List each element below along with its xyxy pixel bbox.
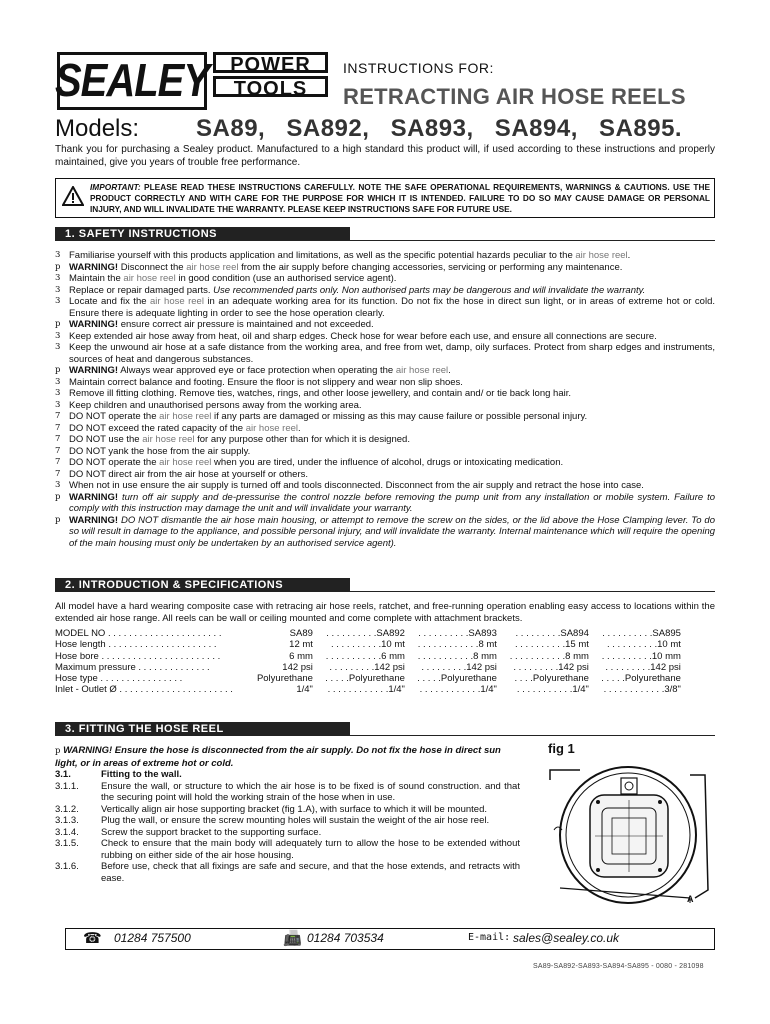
power-tools-logo-top: POWER — [213, 52, 328, 73]
step-text: Fitting to the wall. — [101, 769, 182, 780]
step-number: 3.1.5. — [55, 838, 79, 849]
safety-item — [55, 388, 715, 400]
fitting-step — [55, 769, 520, 781]
document-reference: SA89-SA892-SA893-SA894-SA895 - 0080 - 281098 — [533, 963, 704, 970]
safety-item-marker: 3 — [55, 284, 61, 295]
safety-item — [55, 423, 715, 435]
spec-value: . . . . . . . . .142 psi — [605, 661, 681, 673]
safety-item-text — [69, 331, 715, 343]
safety-item-marker: 3 — [55, 250, 61, 260]
safety-item-text — [69, 469, 715, 481]
step-text: Screw the support bracket to the supporting surface. — [101, 826, 322, 838]
safety-item — [55, 319, 715, 331]
specifications-table — [55, 628, 681, 696]
safety-item-text — [69, 457, 715, 469]
highlight-term: air hose reel — [142, 434, 195, 445]
warning-label: WARNING! — [69, 514, 119, 526]
safety-item-text — [69, 434, 715, 446]
safety-item-text — [69, 480, 715, 492]
safety-item — [55, 469, 715, 481]
spec-value: SA89 — [289, 628, 313, 639]
spec-label: MODEL NO . . . . . . . . . . . . . . . . . . . . . . — [55, 628, 222, 639]
spec-value: . . . . . . . . .142 psi — [329, 661, 405, 673]
item-text: from the air supply before changing accessories, servicing or performing any maintenance. — [238, 261, 623, 273]
safety-item — [55, 296, 715, 319]
spec-row — [55, 639, 681, 650]
spec-value: . . . . . . . . . .SA895 — [602, 628, 681, 639]
spec-value: . . . . . . . . .142 psi — [421, 661, 497, 673]
item-text: if any parts are damaged or missing as this may cause failure or possible personal injury. — [211, 411, 588, 422]
fitting-step — [55, 827, 520, 839]
italic-note: turn off air supply and de-pressurise the control nozzle before removing the pump unit from any installation or mobile system. Failure to comply with this instruction may damage the unit and will invalidate your warranty. — [69, 491, 715, 514]
safety-item-marker: p — [55, 319, 61, 329]
safety-item-marker: p — [55, 365, 61, 375]
safety-item-marker: 7 — [55, 445, 61, 456]
item-text: Maintain the — [69, 273, 124, 284]
italic-note: DO NOT dismantle the air hose main housing, or attempt to remove the screw on the sides, or the lid above the Hose Clamping lever. To do so will result in damage to the appliance, and possible personal injury, and will invalidate the warranty. Internal maintenance which will require the opening of the main housing must only be undertaken by an authorised service agent). — [69, 514, 716, 549]
highlight-term: air hose reel — [575, 250, 628, 261]
safety-item-marker: 3 — [55, 296, 61, 306]
instructions-for-label: INSTRUCTIONS FOR: — [343, 60, 494, 76]
warning-triangle-icon — [62, 186, 84, 206]
item-text: DO NOT exceed the rated capacity of the — [69, 422, 246, 434]
spec-row — [55, 662, 681, 673]
power-tools-logo — [213, 52, 328, 102]
spec-value: . . . . . . . . . .10 mt — [331, 639, 405, 651]
fitting-warning — [55, 745, 520, 769]
spec-value: 142 psi — [282, 661, 313, 673]
highlight-term: air hose reel — [159, 457, 212, 468]
important-text — [90, 182, 710, 215]
safety-item — [55, 400, 715, 412]
section-2-header: 2. INTRODUCTION & SPECIFICATIONS — [55, 578, 350, 592]
safety-item-marker: 7 — [55, 468, 61, 479]
highlight-term: air hose reel — [245, 422, 299, 434]
spec-value: . . . . .Polyurethane — [417, 673, 497, 685]
item-text: Disconnect the — [118, 261, 187, 273]
important-label: IMPORTANT: — [90, 182, 141, 192]
item-text: Always wear approved eye or face protection when operating the — [118, 365, 396, 376]
sealey-logo: SEALEY — [57, 52, 207, 110]
section-1-header: 1. SAFETY INSTRUCTIONS — [55, 227, 350, 241]
spec-value: . . . . . . . . . .15 mt — [515, 639, 589, 651]
safety-item-text — [69, 285, 715, 297]
spec-value: . . . . . . . . . . . .3/8" — [603, 684, 681, 696]
spec-value: . . . . . . . . . . . .1/4" — [419, 684, 497, 696]
item-text: . — [627, 250, 631, 261]
highlight-term: air hose reel — [395, 365, 449, 376]
safety-item-text — [69, 296, 715, 319]
fitting-instructions — [55, 745, 520, 884]
spec-value: . . . . . . . . . . .6 mm — [325, 650, 405, 662]
safety-item-marker: 3 — [55, 273, 61, 283]
safety-item-text — [69, 377, 715, 389]
step-number: 3.1.2. — [55, 803, 79, 815]
step-number: 3.1.3. — [55, 815, 79, 826]
item-text: Remove ill fitting clothing. Remove ties, watches, rings, and other loose jewellery, and contain and/ or tie back long hair. — [69, 388, 572, 399]
spec-row — [55, 684, 681, 695]
safety-item-text — [69, 273, 715, 285]
safety-item — [55, 515, 715, 550]
safety-item-text — [69, 365, 715, 377]
safety-item-marker: 7 — [55, 411, 61, 421]
safety-instructions-list — [55, 250, 715, 549]
safety-item — [55, 377, 715, 389]
warning-label: WARNING! — [69, 261, 119, 273]
section-2-rule — [55, 591, 715, 592]
step-text: Check to ensure that the main body will adequately turn to allow the hose to be extended without rubbing on either side of the air hose housing. — [101, 838, 520, 861]
safety-item — [55, 434, 715, 446]
figure-point-a: A — [687, 894, 694, 904]
item-text: Keep extended air hose away from heat, oil and sharp edges. Check hose for wear before each use, and ensure all connections are secure. — [69, 330, 657, 342]
item-text: DO NOT yank the hose from the air supply. — [69, 445, 251, 457]
section-1-rule — [55, 240, 715, 241]
step-number: 3.1. — [55, 769, 71, 780]
safety-item-text — [69, 492, 715, 515]
fitting-warning-text: WARNING! Ensure the hose is disconnected from the air supply. Do not fix the hose in direct sun light, or in areas of extreme hot or cold. — [55, 745, 501, 769]
fitting-warning-marker: p — [55, 746, 61, 756]
spec-value: 1/4" — [296, 684, 313, 696]
safety-item-text — [69, 342, 715, 365]
step-text: Plug the wall, or ensure the screw mounting holes will sustain the weight of the air hose reel. — [101, 815, 490, 826]
safety-item-marker: 3 — [55, 330, 61, 341]
spec-value: . . . . . . . . . .10 mm — [601, 650, 681, 662]
highlight-term: air hose reel — [123, 273, 176, 284]
spec-value: . . . . . . . . . . . .8 mt — [417, 639, 497, 651]
intro-paragraph: Thank you for purchasing a Sealey product. Manufactured to a high standard this product will, if used according to these instructions and properly maintained, give you years of trouble free performance. — [55, 144, 715, 168]
item-text: Replace or repair damaged parts. — [69, 284, 214, 296]
safety-item-marker: 7 — [55, 457, 61, 467]
safety-item-marker: 3 — [55, 480, 61, 490]
safety-item — [55, 250, 715, 262]
spec-label: Maximum pressure . . . . . . . . . . . . . . — [55, 661, 210, 673]
step-text: Ensure the wall, or structure to which the air hose is to be fixed is of sound construction. and that the securing point will hold the working strain of the hose when in use. — [101, 780, 520, 803]
fitting-step — [55, 861, 520, 884]
safety-item-marker: p — [55, 491, 61, 502]
warning-label: WARNING! — [69, 319, 119, 330]
item-text: for any purpose other than for which it is designed. — [194, 434, 410, 445]
models-list: SA89, SA892, SA893, SA894, SA895. — [196, 115, 683, 142]
spec-value: . . . . . . . . . .10 mt — [607, 639, 681, 651]
item-text: When not in use ensure the air supply is turned off and tools disconnected. Disconnect from the air supply and retract the hose into case. — [69, 480, 644, 491]
safety-item-marker: p — [55, 514, 61, 525]
power-tools-logo-bottom: TOOLS — [213, 76, 328, 97]
document-title: RETRACTING AIR HOSE REELS — [343, 84, 686, 109]
safety-item — [55, 480, 715, 492]
highlight-term: air hose reel — [159, 411, 212, 422]
item-text: . — [448, 365, 451, 376]
spec-value: . . . . . . . . . . .8 mm — [509, 650, 589, 662]
fitting-step — [55, 838, 520, 861]
models-label: Models: — [55, 115, 140, 142]
item-text: ensure correct air pressure is maintained and not exceeded. — [118, 319, 374, 330]
safety-item — [55, 331, 715, 343]
safety-item — [55, 285, 715, 297]
fitting-step — [55, 781, 520, 804]
figure-label: fig 1 — [548, 741, 575, 756]
safety-item-marker: 3 — [55, 388, 61, 398]
section-3-rule — [55, 735, 715, 736]
item-text: . — [298, 422, 301, 434]
spec-value: 12 mt — [289, 639, 313, 651]
highlight-term: air hose reel — [186, 261, 239, 273]
spec-value: . . . . .Polyurethane — [601, 673, 681, 685]
safety-item-text — [69, 319, 715, 331]
safety-item — [55, 492, 715, 515]
step-text: Before use, check that all fixings are safe and secure, and that the hose extends, and retracts with ease. — [101, 861, 520, 884]
email-address[interactable]: sales@sealey.co.uk — [513, 931, 620, 945]
important-body: PLEASE READ THESE INSTRUCTIONS CAREFULLY. NOTE THE SAFE OPERATIONAL REQUIREMENTS, WARNINGS & CAUTIONS. USE THE PRODUCT CORRECTLY AND WITH CARE FOR THE PURPOSE FOR WHICH IT IS INTENDED. FAILURE TO DO SO MAY CAUSE DAMAGE OR PERSONAL INJURY, AND WILL INVALIDATE THE WARRANTY. PLEASE KEEP INSTRUCTIONS SAFE FOR FUTURE USE. — [90, 182, 710, 214]
safety-item — [55, 273, 715, 285]
highlight-term: air hose reel — [150, 296, 204, 307]
item-text: Maintain correct balance and footing. Ensure the floor is not slippery and wear non slip shoes. — [69, 376, 463, 388]
safety-item — [55, 365, 715, 377]
safety-item-text — [69, 250, 715, 262]
spec-label: Inlet - Outlet Ø . . . . . . . . . . . . . . . . . . . . . . — [55, 684, 233, 696]
spec-value: 6 mm — [289, 650, 313, 662]
safety-item-text — [69, 400, 715, 412]
safety-item-marker: 3 — [55, 376, 61, 387]
safety-item-text — [69, 515, 715, 550]
item-text: DO NOT operate the — [69, 411, 160, 422]
section-3-header: 3. FITTING THE HOSE REEL — [55, 722, 350, 736]
spec-value: . . . .Polyurethane — [514, 673, 589, 685]
spec-row — [55, 673, 681, 684]
safety-item — [55, 411, 715, 423]
specifications-intro: All model have a hard wearing composite case with retracing air hose reels, ratchet, and free-running operation enabling easy access to locations within the extended air hose range. All reels can be wall or ceiling mounted and come complete with attachment brackets. — [55, 601, 715, 624]
safety-item — [55, 342, 715, 365]
warning-label: WARNING! — [69, 365, 119, 376]
spec-value: . . . . . . . . . . .1/4" — [516, 684, 589, 696]
spec-value: . . . . . . . . .142 psi — [513, 661, 589, 673]
spec-value: . . . . .Polyurethane — [325, 673, 405, 685]
safety-item-marker: p — [55, 261, 61, 272]
spec-value: . . . . . . . . . . . .1/4" — [327, 684, 405, 696]
step-text: Vertically align air hose supporting bracket (fig 1.A), with surface to which it will be mounted. — [101, 803, 487, 815]
spec-value: . . . . . . . . . . .8 mm — [417, 650, 497, 662]
item-text: Keep children and unauthorised persons away from the working area. — [69, 399, 362, 411]
item-text: in good condition (use an authorised service agent). — [175, 273, 397, 284]
item-text: Locate and fix the — [69, 296, 150, 307]
fitting-step — [55, 804, 520, 816]
spec-label: Hose length . . . . . . . . . . . . . . . . . . . . . — [55, 639, 217, 651]
safety-item-text — [69, 388, 715, 400]
hose-reel-figure — [540, 760, 715, 908]
spec-value: . . . . . . . . . .SA892 — [326, 628, 405, 639]
safety-item-marker: 7 — [55, 434, 61, 444]
fax-number[interactable]: 01284 703534 — [307, 931, 384, 945]
email-label: E-mail: — [468, 932, 511, 943]
safety-item-text — [69, 423, 715, 435]
safety-item — [55, 446, 715, 458]
warning-label: WARNING! — [69, 491, 119, 503]
item-text: DO NOT direct air from the air hose at yourself or others. — [69, 468, 308, 480]
safety-item-marker: 7 — [55, 422, 61, 433]
item-text: DO NOT use the — [69, 434, 143, 445]
step-number: 3.1.1. — [55, 780, 79, 792]
safety-item-text — [69, 262, 715, 274]
spec-label: Hose bore . . . . . . . . . . . . . . . . . . . . . . . — [55, 650, 221, 662]
item-text: Keep the unwound air hose at a safe distance from the working area, and free from wet, damp, oily surfaces. Protect from sharp edges and instruments, sources of heat and dangerous substances. — [69, 342, 715, 365]
telephone-icon: ☎ — [83, 930, 102, 947]
safety-item-text — [69, 411, 715, 423]
fitting-step — [55, 815, 520, 827]
phone-number[interactable]: 01284 757500 — [114, 931, 191, 945]
safety-item-marker: 3 — [55, 399, 61, 410]
spec-row — [55, 628, 681, 639]
step-number: 3.1.6. — [55, 861, 79, 872]
safety-item-marker: 3 — [55, 342, 61, 352]
spec-value: Polyurethane — [256, 673, 313, 685]
item-text: when you are tired, under the influence of alcohol, drugs or intoxicating medication. — [211, 457, 564, 468]
safety-item — [55, 262, 715, 274]
italic-note: Use recommended parts only. Non authorised parts may be dangerous and will invalidate the warranty. — [213, 284, 646, 296]
item-text: in an adequate working area for its function. Do not fix the hose in direct sun light, or in areas of extreme hot or cold. Ensure there is adequate lighting in order to see the hose operation clearly. — [69, 296, 715, 319]
item-text: Familiarise yourself with this products application and limitations, as well as the specific potential hazards peculiar to the — [69, 250, 576, 261]
safety-item — [55, 457, 715, 469]
spec-label: Hose type . . . . . . . . . . . . . . . . — [55, 673, 183, 685]
step-number: 3.1.4. — [55, 826, 79, 838]
spec-value: . . . . . . . . .SA894 — [515, 628, 589, 639]
spec-value: . . . . . . . . . .SA893 — [418, 628, 497, 639]
fax-icon: 📠 — [283, 930, 302, 947]
spec-row — [55, 651, 681, 662]
safety-item-text — [69, 446, 715, 458]
item-text: DO NOT operate the — [69, 457, 160, 468]
